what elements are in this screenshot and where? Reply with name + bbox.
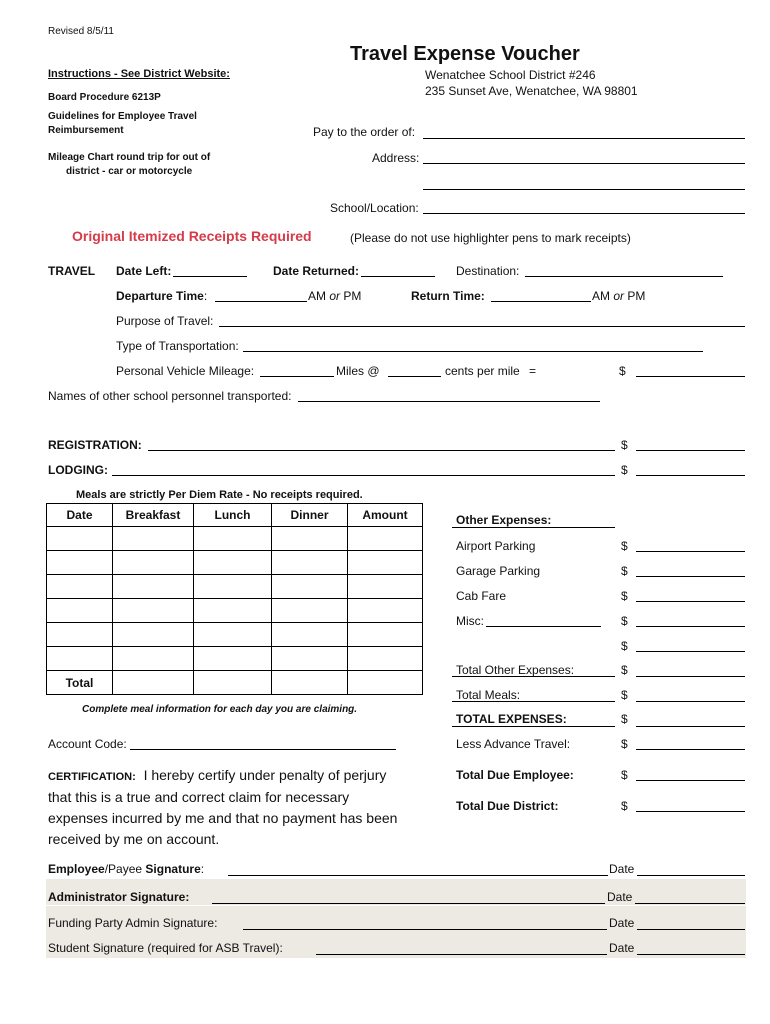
mileage-amount-field[interactable] <box>636 376 745 377</box>
column-header: Amount <box>348 504 423 527</box>
garage-parking-label: Garage Parking <box>456 564 541 578</box>
total-meals-label: Total Meals: <box>456 688 521 702</box>
cents-field[interactable] <box>388 376 441 377</box>
meal-cell[interactable] <box>348 647 423 671</box>
table-row <box>47 575 423 599</box>
dollar-sign: $ <box>621 799 628 813</box>
heading-underline <box>452 527 615 528</box>
dollar-sign: $ <box>621 539 628 553</box>
meal-cell[interactable] <box>348 599 423 623</box>
return-time-label: Return Time: <box>411 289 485 303</box>
other-expenses-heading: Other Expenses: <box>456 513 552 527</box>
lodging-label: LODGING: <box>48 463 108 477</box>
admin-signature-label: Administrator Signature: <box>48 890 190 904</box>
meal-cell[interactable] <box>113 551 194 575</box>
meal-cell[interactable] <box>47 599 113 623</box>
dollar-sign: $ <box>621 768 628 782</box>
meals-note: Meals are strictly Per Diem Rate - No receipts required. <box>76 489 363 501</box>
dollar-sign: $ <box>621 463 628 477</box>
meal-cell[interactable] <box>113 599 194 623</box>
meal-cell[interactable] <box>194 527 272 551</box>
purpose-field[interactable] <box>219 326 745 327</box>
funding-signature-field[interactable] <box>243 929 607 930</box>
dollar-sign: $ <box>621 737 628 751</box>
registration-label: REGISTRATION: <box>48 438 142 452</box>
lodging-amount-field[interactable] <box>636 475 745 476</box>
meal-cell[interactable] <box>113 527 194 551</box>
column-header: Breakfast <box>113 504 194 527</box>
cents-label: cents per mile <box>445 364 520 378</box>
dollar-sign: $ <box>621 564 628 578</box>
column-header: Dinner <box>272 504 348 527</box>
table-row <box>47 671 423 695</box>
dollar-sign: $ <box>621 614 628 628</box>
departure-time-field[interactable] <box>215 301 307 302</box>
certification-line-4: received by me on account. <box>48 831 220 847</box>
meal-cell[interactable] <box>272 671 348 695</box>
purpose-label: Purpose of Travel: <box>116 314 214 328</box>
dollar-sign: $ <box>621 589 628 603</box>
school-location-label: School/Location: <box>330 201 419 215</box>
airport-parking-label: Airport Parking <box>456 539 536 553</box>
district-address: 235 Sunset Ave, Wenatchee, WA 98801 <box>425 84 638 98</box>
return-ampm: AM or PM <box>592 289 646 303</box>
revised-date: Revised 8/5/11 <box>48 26 114 37</box>
board-procedure-link[interactable]: Board Procedure 6213P <box>48 92 161 103</box>
advance-field[interactable] <box>636 749 745 750</box>
student-date-field[interactable] <box>637 954 745 955</box>
table-row <box>47 527 423 551</box>
date-left-label: Date Left: <box>116 264 172 278</box>
meal-cell[interactable] <box>348 623 423 647</box>
table-row <box>47 599 423 623</box>
total-other-label: Total Other Expenses: <box>456 663 575 677</box>
total-meals-underline <box>452 701 615 702</box>
account-code-field[interactable] <box>130 749 396 750</box>
mileage-chart-link-1[interactable]: Mileage Chart round trip for out of <box>48 152 211 163</box>
date-returned-label: Date Returned: <box>273 264 360 278</box>
meal-cell[interactable] <box>348 551 423 575</box>
other-personnel-field[interactable] <box>298 401 600 402</box>
misc-label: Misc: <box>456 614 484 628</box>
destination-field[interactable] <box>525 276 723 277</box>
date-label: Date <box>609 916 635 930</box>
district-name: Wenatchee School District #246 <box>425 68 596 82</box>
due-district-field[interactable] <box>636 811 745 812</box>
funding-signature-label: Funding Party Admin Signature: <box>48 916 218 930</box>
meal-cell[interactable] <box>113 671 194 695</box>
highlighter-note: (Please do not use highlighter pens to mark receipts) <box>350 231 631 245</box>
address-field-1[interactable] <box>423 163 745 164</box>
transportation-field[interactable] <box>243 351 703 352</box>
equals-sign: = <box>529 364 537 378</box>
departure-time-label: Departure Time: <box>116 289 208 303</box>
due-district-label: Total Due District: <box>456 799 559 813</box>
dollar-sign: $ <box>621 688 628 702</box>
address-field-2[interactable] <box>423 189 745 190</box>
miles-at-label: Miles @ <box>336 364 380 378</box>
instructions-heading: Instructions - See District Website: <box>48 68 230 80</box>
meal-cell[interactable] <box>194 671 272 695</box>
misc-amount-field[interactable] <box>636 626 745 627</box>
total-expenses-field[interactable] <box>636 726 745 727</box>
meal-cell[interactable] <box>272 647 348 671</box>
meal-cell[interactable] <box>194 575 272 599</box>
departure-ampm: AM or PM <box>308 289 362 303</box>
guidelines-link-1[interactable]: Guidelines for Employee Travel <box>48 111 197 122</box>
dollar-sign: $ <box>621 438 628 452</box>
column-header: Lunch <box>194 504 272 527</box>
date-returned-field[interactable] <box>361 276 435 277</box>
miles-field[interactable] <box>260 376 334 377</box>
meal-cell[interactable] <box>47 527 113 551</box>
meal-cell[interactable] <box>272 575 348 599</box>
meal-cell[interactable] <box>348 527 423 551</box>
admin-date-field[interactable] <box>635 903 745 904</box>
table-row <box>47 504 423 527</box>
advance-label: Less Advance Travel: <box>456 737 571 751</box>
student-signature-field[interactable] <box>316 954 607 955</box>
pay-to-label: Pay to the order of: <box>313 125 416 139</box>
date-label: Date <box>609 941 635 955</box>
employee-signature-field[interactable] <box>228 875 608 876</box>
date-label: Date <box>609 862 635 876</box>
employee-signature-label: Employee/Payee Signature: <box>48 862 205 876</box>
mileage-chart-link-2[interactable]: district - car or motorcycle <box>66 166 193 177</box>
meal-cell[interactable] <box>113 623 194 647</box>
misc-amount-field-2[interactable] <box>636 651 745 652</box>
meal-cell[interactable] <box>113 575 194 599</box>
account-code-label: Account Code: <box>48 737 127 751</box>
destination-label: Destination: <box>456 264 520 278</box>
total-other-field[interactable] <box>636 676 745 677</box>
meal-cell[interactable] <box>113 647 194 671</box>
meals-table <box>46 503 423 695</box>
admin-signature-field[interactable] <box>212 903 605 904</box>
due-employee-field[interactable] <box>636 780 745 781</box>
cab-fare-field[interactable] <box>636 601 745 602</box>
lodging-desc-field[interactable] <box>112 475 615 476</box>
meal-cell[interactable] <box>47 623 113 647</box>
total-meals-field[interactable] <box>636 701 745 702</box>
total-expenses-underline <box>452 726 615 727</box>
date-left-field[interactable] <box>173 276 247 277</box>
airport-parking-field[interactable] <box>636 551 745 552</box>
total-other-underline <box>452 676 615 677</box>
pay-to-field[interactable] <box>423 138 745 139</box>
column-header: Date <box>47 504 113 527</box>
meals-footnote: Complete meal information for each day you are claiming. <box>82 704 358 715</box>
form-title: Travel Expense Voucher <box>350 43 580 65</box>
certification-line-1: CERTIFICATION: I hereby certify under penalty of perjury <box>48 767 387 783</box>
meal-cell[interactable] <box>194 599 272 623</box>
meal-cell[interactable] <box>348 671 423 695</box>
certification-line-2: that this is a true and correct claim for necessary <box>48 789 350 805</box>
table-row <box>47 623 423 647</box>
meal-cell[interactable] <box>47 575 113 599</box>
dollar-sign: $ <box>621 712 628 726</box>
meal-cell[interactable] <box>348 575 423 599</box>
meal-cell[interactable] <box>194 623 272 647</box>
misc-desc-field[interactable] <box>486 626 601 627</box>
meal-cell[interactable] <box>47 647 113 671</box>
meal-cell[interactable] <box>272 551 348 575</box>
meal-cell[interactable] <box>194 647 272 671</box>
employee-date-field[interactable] <box>637 875 745 876</box>
travel-label: TRAVEL <box>48 264 96 278</box>
total-expenses-label: TOTAL EXPENSES: <box>456 712 567 726</box>
receipts-required-notice: Original Itemized Receipts Required <box>72 228 312 244</box>
school-location-field[interactable] <box>423 213 745 214</box>
guidelines-link-2[interactable]: Reimbursement <box>48 125 124 136</box>
dollar-sign: $ <box>621 663 628 677</box>
garage-parking-field[interactable] <box>636 576 745 577</box>
cab-fare-label: Cab Fare <box>456 589 507 603</box>
address-label: Address: <box>372 151 420 165</box>
transportation-label: Type of Transportation: <box>116 339 239 353</box>
registration-amount-field[interactable] <box>636 450 745 451</box>
meal-cell[interactable] <box>272 527 348 551</box>
meals-total-label: Total <box>47 671 113 695</box>
meal-cell[interactable] <box>272 599 348 623</box>
return-time-field[interactable] <box>491 301 591 302</box>
dollar-sign: $ <box>621 639 628 653</box>
mileage-label: Personal Vehicle Mileage: <box>116 364 255 378</box>
date-label: Date <box>607 890 633 904</box>
meal-cell[interactable] <box>47 551 113 575</box>
table-row <box>47 551 423 575</box>
meal-cell[interactable] <box>194 551 272 575</box>
funding-date-field[interactable] <box>637 929 745 930</box>
certification-line-3: expenses incurred by me and that no payment has been <box>48 810 398 826</box>
dollar-sign: $ <box>619 364 626 378</box>
registration-desc-field[interactable] <box>148 450 615 451</box>
meal-cell[interactable] <box>272 623 348 647</box>
other-personnel-label: Names of other school personnel transported: <box>48 389 292 403</box>
due-employee-label: Total Due Employee: <box>456 768 574 782</box>
student-signature-label: Student Signature (required for ASB Travel): <box>48 941 283 955</box>
table-row <box>47 647 423 671</box>
